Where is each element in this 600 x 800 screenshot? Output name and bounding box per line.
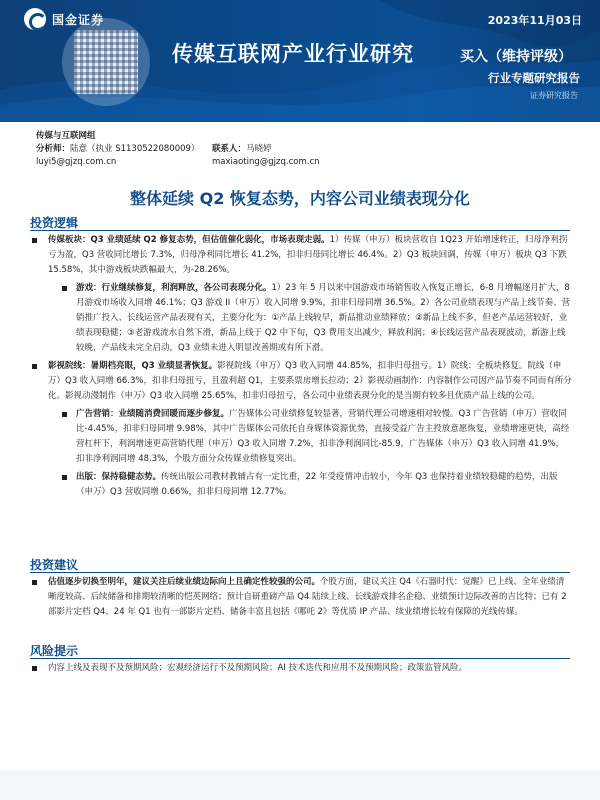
paragraph-text: 影视院线（申万）Q3 收入同增 44.85%，扣非归母扭亏。1）院线：全板块修复。院线（申万）Q3 收入同增 66.3%，扣非归母扭亏，且盈利超 Q1，主要系票房增长拉动；2）影视动画制作：内容制作公司因产品节奏不同而有所分化。影视动漫制作（申万）Q3 收入同增 25.65%，扣非归母扭亏，各公司中业绩表现分化的是当期有较多且优质产品上线的公司。 [48,361,572,401]
section-title-logic: 投资逻辑 [30,216,79,230]
paragraph-text: 1）传媒（申万）板块营收自 1Q23 开始增速转正，归母净利拐亏为盈，Q3 营收同比增长 7.3%，归母净利同比增长 41.2%，扣非归母同比增长 46.4%。2）Q3 板块回调，传媒（申万）板块 Q3 下跌 15.58%，其中游戏板块跌幅最大，为-28.26%。 [48,235,568,275]
page-footer-band [0,770,600,800]
logic-paragraph-games [30,281,572,356]
report-headline: 整体延续 Q2 恢复态势，内容公司业绩表现分化 [130,189,470,208]
advice-paragraph [30,575,572,620]
report-date: 2023年11月03日 [487,14,582,27]
logo-text: 国金证券 [52,12,105,27]
section-title-risk: 风险提示 [30,644,79,658]
report-type: 行业专题研究报告 [488,71,580,85]
bullet-icon [32,238,37,243]
report-subtype: 证券研究报告 [530,91,578,100]
qr-code-badge [62,18,150,106]
paragraph-text: 内容上线及表现不及预期风险；宏观经济运行不及预期风险；AI 技术迭代和应用不及预期风险；政策监管风险。 [48,663,468,673]
paragraph-lead: 游戏：行业继续修复，利润释放，各公司表现分化。 [76,283,272,293]
section-title-advice: 投资建议 [30,558,79,572]
paragraph-text: 传统出版公司教材教辅占有一定比重，22 年受疫情冲击较小，今年 Q3 也保持着业绩较稳健的趋势，出版（申万）Q3 营收同增 0.66%，扣非归母同增 12.77%。 [76,472,558,497]
analyst-email[interactable]: luyi5@gjzq.com.cn [36,157,117,167]
contact-email[interactable]: maxiaoting@gjzq.com.cn [212,157,320,167]
analyst-info [36,130,576,169]
paragraph-lead: 传媒板块：Q3 业绩延续 Q2 修复态势，但估值催化弱化，市场表现走弱。 [48,235,330,245]
bullet-icon [32,580,37,585]
paragraph-text: 广告媒体公司业绩修复较显著，营销代理公司增速相对较慢。Q3 广告营销（申万）营收同比-4.45%，扣非归母同增 9.98%，其中广告媒体公司依托自身媒体资源优势，直接受益广告主投放意愿恢复，业绩增速更快，高经营杠杆下，利润增速更高营销代理（申万）Q3 收入同增 7.2%，扣非净利润同比-85.9，广告媒体（申万）Q3 收入同增 41.9%，扣非净利润同增 48.3%，个股方面分众传媒业绩修复突出。 [76,409,570,464]
bullet-icon [62,412,67,417]
contact-label: 联系人： [212,144,247,154]
paragraph-lead: 影视院线：暑期档亮眼，Q3 业绩显著恢复。 [48,361,218,371]
logic-paragraph-publishing [30,470,572,500]
contact-name: 马晓婷 [246,144,272,154]
section-rule [30,572,570,573]
paragraph-lead: 广告营销：业绩随消费回暖而逐步修复。 [76,409,230,419]
bullet-icon [32,364,37,369]
risk-paragraph [30,661,572,676]
header-banner [0,0,600,122]
logic-paragraph-film [30,359,572,404]
bullet-icon [62,286,67,291]
bullet-icon [62,475,67,480]
paragraph-text: 1）23 年 5 月以来中国游戏市场销售收入恢复正增长，6-8 月增幅逐月扩大，8 月游戏市场收入同增 46.1%；Q3 游戏 II（申万）收入同增 9.9%，扣非归母同增 36.5%。2）各公司业绩表现与产品上线节奏、营销推广投入、长线运营产品表现有关，主要分化为：①产品上线较早，新品推动业绩释放；②新品上线不多，但老产品运营较好，业绩表现稳健；③老游戏流水自然下滑，新品上线于 Q2 中下旬，Q3 费用支出减少，释放利润；④长线运营产品表现波动，新游上线较晚，产品线未完全启动，Q3 业绩未进入明显改善期或有所下滑。 [76,283,571,353]
paragraph-lead: 出版：保持稳健态势。 [76,472,162,482]
logo-mark-icon [24,8,46,30]
analyst-name: 陆意（执业 S1130522080009） [70,144,200,154]
section-rule [30,658,570,659]
logic-paragraph-media [30,233,572,278]
logic-paragraph-ads [30,407,572,467]
analyst-label: 分析师： [36,144,71,154]
advice-body [30,575,572,620]
paragraph-text: 个股方面，建议关注 Q4《石器时代：觉醒》已上线、全年业绩清晰度较高、后续储备和排期较清晰的恺英网络；预计自研重磅产品 Q4 陆续上线、长线游戏排名企稳、业绩预计边际改善的吉比特；已有 2 部影片定档 Q4、24 年 Q1 也有一部影片定档、储备丰富且包括《哪吒 2》等优质 IP 产品、续业绩增长较有保障的光线传媒。 [48,577,567,617]
qr-code-icon [74,30,138,94]
rating-badge: 买入（维持评级） [460,49,572,65]
section-rule [30,230,570,231]
risk-body [30,661,572,676]
bullet-icon [32,666,37,671]
report-title: 传媒互联网产业行业研究 [172,42,414,66]
logic-body [30,233,572,500]
paragraph-lead: 估值逐步切换至明年，建议关注后续业绩边际向上且确定性较强的公司。 [48,577,321,587]
sector-name: 传媒与互联网组 [36,131,96,141]
